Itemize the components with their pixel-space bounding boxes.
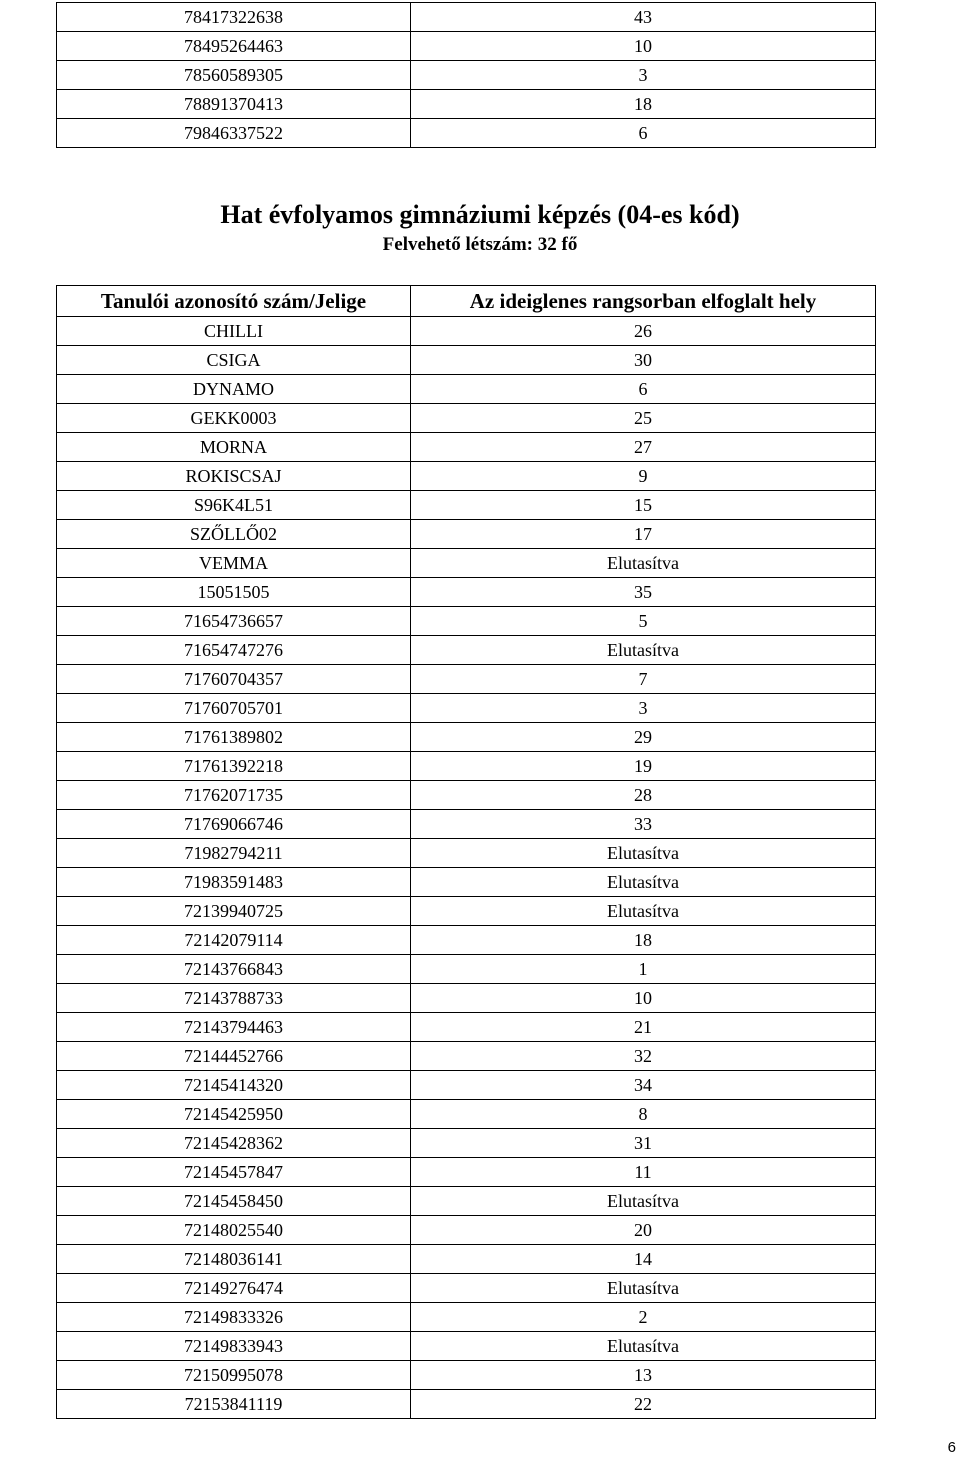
rank-cell: 14 <box>411 1245 876 1274</box>
student-id-cell: 71760704357 <box>57 665 411 694</box>
table-row <box>57 1158 876 1187</box>
student-id-cell: CHILLI <box>57 317 411 346</box>
rank-cell: 3 <box>411 61 876 90</box>
table-row <box>57 984 876 1013</box>
rank-cell: Elutasítva <box>411 1187 876 1216</box>
rank-cell: 10 <box>411 32 876 61</box>
student-id-cell: SZŐLLŐ02 <box>57 520 411 549</box>
rank-cell: 30 <box>411 346 876 375</box>
rank-cell: 2 <box>411 1303 876 1332</box>
student-id-cell: 72149276474 <box>57 1274 411 1303</box>
table-row <box>57 694 876 723</box>
rank-cell: 6 <box>411 375 876 404</box>
rank-cell: 28 <box>411 781 876 810</box>
student-id-cell: 78417322638 <box>57 3 411 32</box>
student-id-cell: 72149833943 <box>57 1332 411 1361</box>
table-row <box>57 32 876 61</box>
table-header <box>57 286 876 317</box>
rank-cell: 43 <box>411 3 876 32</box>
table-row <box>57 781 876 810</box>
table-row <box>57 3 876 32</box>
rank-cell: 18 <box>411 90 876 119</box>
student-id-cell: CSIGA <box>57 346 411 375</box>
section-title: Hat évfolyamos gimnáziumi képzés (04-es kód) <box>220 200 740 229</box>
table-row <box>57 90 876 119</box>
table-row <box>57 665 876 694</box>
rank-cell: 6 <box>411 119 876 148</box>
rank-cell: 3 <box>411 694 876 723</box>
student-id-cell: MORNA <box>57 433 411 462</box>
student-id-cell: 71761389802 <box>57 723 411 752</box>
student-id-cell: 72143766843 <box>57 955 411 984</box>
table-row <box>57 375 876 404</box>
table-row <box>57 926 876 955</box>
student-id-cell: 72145458450 <box>57 1187 411 1216</box>
table-row <box>57 491 876 520</box>
table-row <box>57 1042 876 1071</box>
table-row <box>57 810 876 839</box>
table-row <box>57 1361 876 1390</box>
page-number: 6 <box>947 1439 956 1456</box>
student-id-cell: 72145425950 <box>57 1100 411 1129</box>
table-body <box>57 3 876 148</box>
rank-cell: Elutasítva <box>411 636 876 665</box>
rank-cell: Elutasítva <box>411 1332 876 1361</box>
table-row <box>57 1071 876 1100</box>
student-id-cell: 78495264463 <box>57 32 411 61</box>
student-id-cell: 72153841119 <box>57 1390 411 1419</box>
table-body <box>57 317 876 1419</box>
student-id-cell: DYNAMO <box>57 375 411 404</box>
rank-cell: 1 <box>411 955 876 984</box>
header-row <box>57 286 876 317</box>
rank-cell: 32 <box>411 1042 876 1071</box>
ranking-table <box>56 285 876 1419</box>
rank-cell: Elutasítva <box>411 868 876 897</box>
student-id-cell: S96K4L51 <box>57 491 411 520</box>
table-row <box>57 462 876 491</box>
rank-cell: 33 <box>411 810 876 839</box>
table-row <box>57 404 876 433</box>
table-row <box>57 1274 876 1303</box>
table-row <box>57 520 876 549</box>
student-id-cell: 78560589305 <box>57 61 411 90</box>
rank-cell: 31 <box>411 1129 876 1158</box>
rank-cell: 20 <box>411 1216 876 1245</box>
student-id-cell: 72145428362 <box>57 1129 411 1158</box>
rank-cell: Elutasítva <box>411 897 876 926</box>
student-id-cell: VEMMA <box>57 549 411 578</box>
student-id-cell: 72148036141 <box>57 1245 411 1274</box>
student-id-cell: 71654736657 <box>57 607 411 636</box>
student-id-cell: 72145457847 <box>57 1158 411 1187</box>
student-id-cell: 71760705701 <box>57 694 411 723</box>
table-row <box>57 1216 876 1245</box>
table-row <box>57 433 876 462</box>
rank-cell: 7 <box>411 665 876 694</box>
header-student-id: Tanulói azonosító szám/Jelige <box>57 286 411 317</box>
rank-cell: 15 <box>411 491 876 520</box>
rank-cell: 27 <box>411 433 876 462</box>
header-rank: Az ideiglenes rangsorban elfoglalt hely <box>411 286 876 317</box>
rank-cell: 13 <box>411 1361 876 1390</box>
rank-cell: 34 <box>411 1071 876 1100</box>
student-id-cell: 72144452766 <box>57 1042 411 1071</box>
rank-cell: 17 <box>411 520 876 549</box>
table-row <box>57 897 876 926</box>
rank-cell: 29 <box>411 723 876 752</box>
student-id-cell: ROKISCSAJ <box>57 462 411 491</box>
rank-cell: 25 <box>411 404 876 433</box>
table-row <box>57 346 876 375</box>
table-row <box>57 1187 876 1216</box>
student-id-cell: 72148025540 <box>57 1216 411 1245</box>
student-id-cell: GEKK0003 <box>57 404 411 433</box>
table-row <box>57 1245 876 1274</box>
table-row <box>57 752 876 781</box>
table-row <box>57 119 876 148</box>
table-row <box>57 1303 876 1332</box>
student-id-cell: 71762071735 <box>57 781 411 810</box>
student-id-cell: 72150995078 <box>57 1361 411 1390</box>
rank-cell: 11 <box>411 1158 876 1187</box>
student-id-cell: 71769066746 <box>57 810 411 839</box>
rank-cell: 22 <box>411 1390 876 1419</box>
student-id-cell: 79846337522 <box>57 119 411 148</box>
table-row <box>57 61 876 90</box>
student-id-cell: 72149833326 <box>57 1303 411 1332</box>
table-row <box>57 1332 876 1361</box>
student-id-cell: 72143794463 <box>57 1013 411 1042</box>
table-row <box>57 607 876 636</box>
student-id-cell: 72143788733 <box>57 984 411 1013</box>
student-id-cell: 72145414320 <box>57 1071 411 1100</box>
table-row <box>57 1013 876 1042</box>
student-id-cell: 78891370413 <box>57 90 411 119</box>
rank-cell: 5 <box>411 607 876 636</box>
table-row <box>57 636 876 665</box>
rank-cell: 18 <box>411 926 876 955</box>
table-row <box>57 955 876 984</box>
rank-cell: 10 <box>411 984 876 1013</box>
rank-cell: 9 <box>411 462 876 491</box>
ranking-table-continued <box>56 2 876 148</box>
table-row <box>57 549 876 578</box>
rank-cell: Elutasítva <box>411 839 876 868</box>
student-id-cell: 71983591483 <box>57 868 411 897</box>
table-row <box>57 1390 876 1419</box>
table-row <box>57 868 876 897</box>
student-id-cell: 71654747276 <box>57 636 411 665</box>
rank-cell: Elutasítva <box>411 1274 876 1303</box>
table-row <box>57 578 876 607</box>
section-subtitle: Felvehető létszám: 32 fő <box>382 234 578 255</box>
rank-cell: 19 <box>411 752 876 781</box>
student-id-cell: 72142079114 <box>57 926 411 955</box>
table-row <box>57 839 876 868</box>
rank-cell: 8 <box>411 1100 876 1129</box>
rank-cell: 35 <box>411 578 876 607</box>
student-id-cell: 71761392218 <box>57 752 411 781</box>
table-row <box>57 1129 876 1158</box>
table-row <box>57 317 876 346</box>
student-id-cell: 71982794211 <box>57 839 411 868</box>
table-row <box>57 1100 876 1129</box>
table-row <box>57 723 876 752</box>
student-id-cell: 72139940725 <box>57 897 411 926</box>
rank-cell: 21 <box>411 1013 876 1042</box>
student-id-cell: 15051505 <box>57 578 411 607</box>
rank-cell: Elutasítva <box>411 549 876 578</box>
rank-cell: 26 <box>411 317 876 346</box>
